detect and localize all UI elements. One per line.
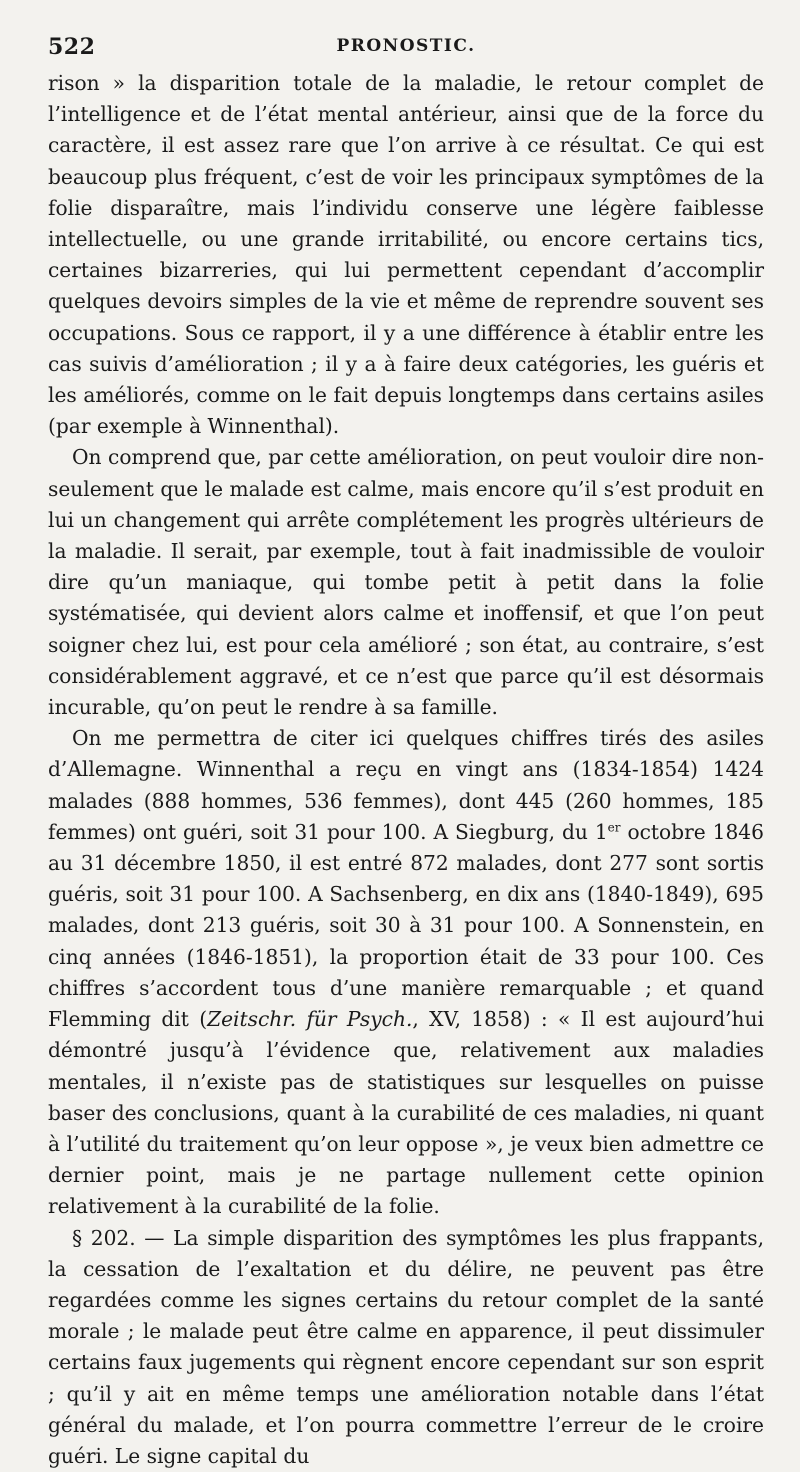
paragraph-1: rison » la disparition totale de la maladie, le retour complet de l’intelligence et de l’état mental antérieur, ainsi que de la force du caractère, il est assez rare que l’on arrive à ce résultat. Ce qui est beaucoup plus fréquent, c’est de voir les principaux symptômes de la folie disparaître, mais l’individu conserve une légère faiblesse intellectuelle, ou une grande irritabilité, ou encore certains tics, certaines bizarreries, qui lui permettent cependant d’accomplir quelques devoirs simples de la vie et même de reprendre souvent ses occupations. Sous ce rapport, il y a une différence à établir entre les cas suivis d’amélioration ; il y a à faire deux catégories, les guéris et les améliorés, comme on le fait depuis longtemps dans certains asiles (par exemple à Winnenthal).: [48, 71, 764, 439]
body-text: [48, 68, 764, 1472]
paragraph-3: [48, 723, 764, 1222]
page-number: 522: [48, 34, 96, 60]
paragraph-3-part-2: octobre 1846 au 31 décembre 1850, il est entré 872 malades, dont 277 sont sortis guéris, soit 31 pour 100. A Sachsenberg, en dix ans (1840-1849), 695 malades, dont 213 guéris, soit 30 à 31 pour 100. A Sonnenstein, en cinq années (1846-1851), la proportion était de 33 pour 100. Ces chiffres s’accordent tous d’une manière remarquable ; et quand Flemming dit (: [48, 819, 764, 1032]
running-head: [48, 28, 764, 68]
paragraph-4: § 202. — La simple disparition des symptômes les plus frappants, la cessation de l’exaltation et du délire, ne peuvent pas être regardées comme les signes certains du retour complet de la santé morale ; le malade peut être calme en apparence, il peut dissimuler certains faux jugements qui règnent encore cependant sur son esprit ; qu’il y ait en même temps une amélioration notable dans l’état général du malade, et l’on pourra commettre l’erreur de le croire guéri. Le signe capital du: [48, 1225, 764, 1468]
paragraph-3-part-1: On me permettra de citer ici quelques chiffres tirés des asiles d’Allemagne. Winnenthal a reçu en vingt ans (1834-1854) 1424 malades (888 hommes, 536 femmes), dont 445 (260 hommes, 185 femmes) ont guéri, soit 31 pour 100. A Siegburg, du 1: [48, 726, 764, 844]
paragraph-2: On comprend que, par cette amélioration, on peut vouloir dire non-seulement que le malade est calme, mais encore qu’il s’est produit en lui un changement qui arrête complétement les progrès ultérieurs de la maladie. Il serait, par exemple, tout à fait inadmissible de vouloir dire qu’un maniaque, qui tombe petit à petit dans la folie systématisée, qui devient alors calme et inoffensif, et que l’on peut soigner chez lui, est pour cela amélioré ; son état, au contraire, s’est considérablement aggravé, et ce n’est que parce qu’il est désormais incurable, qu’on peut le rendre à sa famille.: [48, 445, 764, 720]
running-title: PRONOSTIC.: [336, 36, 476, 56]
journal-citation: Zeitschr. für Psych.: [207, 1007, 413, 1032]
paragraph-3-part-3: , XV, 1858) : « Il est aujourd’hui démontré jusqu’à l’évidence que, relativement aux maladies mentales, il n’existe pas de statistiques sur lesquelles on puisse baser des conclusions, quant à la curabilité de ces maladies, ni quant à l’utilité du traitement qu’on leur oppose », je veux bien admettre ce dernier point, mais je ne partage nullement cette opinion relativement à la curabilité de la folie.: [48, 1007, 765, 1219]
ordinal-superscript: er: [607, 820, 621, 835]
